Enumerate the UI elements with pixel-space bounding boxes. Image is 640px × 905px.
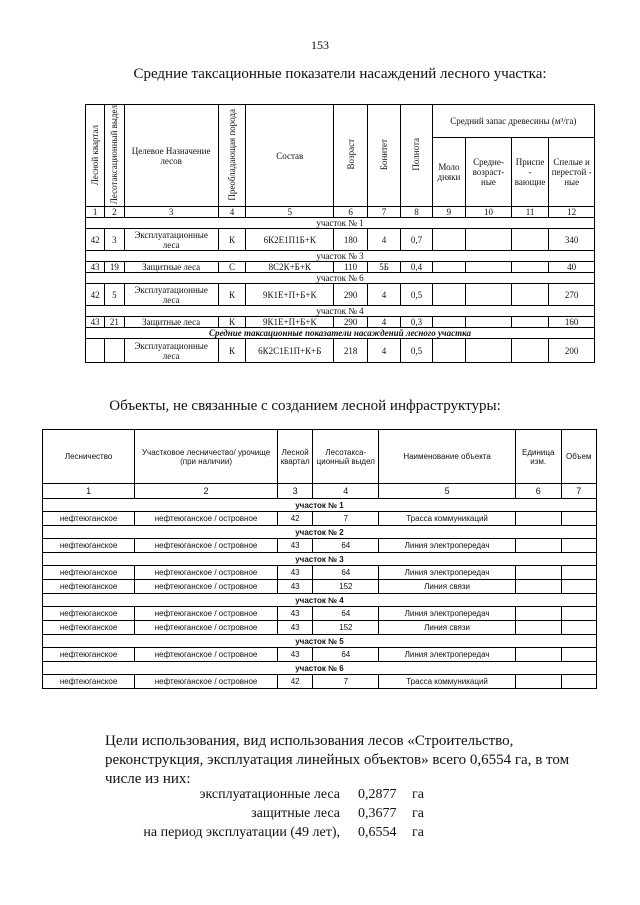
table-cell [515, 580, 561, 594]
table-cell: нефтеюганское / островное [135, 607, 278, 621]
table-cell: Линия связи [379, 621, 516, 635]
table-cell [515, 607, 561, 621]
area-label: защитные леса [251, 806, 340, 821]
table-cell [515, 539, 561, 553]
table-cell: 43 [277, 580, 312, 594]
table-row [86, 284, 595, 306]
table-cell [105, 339, 124, 363]
section-row [43, 594, 597, 607]
column-number: 4 [218, 207, 245, 218]
table-cell [515, 675, 561, 689]
table-cell [432, 284, 465, 306]
table-cell: 42 [86, 284, 105, 306]
summary-title-row [86, 328, 595, 339]
table-cell: 43 [277, 566, 312, 580]
summary-row [86, 339, 595, 363]
table-cell [466, 284, 512, 306]
table-cell: 5 [105, 284, 124, 306]
table-cell: 160 [549, 317, 595, 328]
table-row [43, 607, 597, 621]
col-zapas: Средний запас древесины (м³/га) [432, 105, 594, 138]
column-number: 11 [511, 207, 549, 218]
section-row [86, 218, 595, 229]
section-title: участок № 1 [86, 218, 595, 229]
table-cell [511, 229, 549, 251]
section-title: участок № 3 [43, 553, 597, 566]
table-cell: нефтеюганское / островное [135, 539, 278, 553]
table-cell [432, 262, 465, 273]
table-cell: нефтеюганское [43, 580, 135, 594]
column-number: 4 [313, 484, 379, 499]
table-cell: 4 [367, 229, 400, 251]
column-number: 9 [432, 207, 465, 218]
table-cell: нефтеюганское [43, 512, 135, 526]
table-cell: Эксплуатационные леса [124, 229, 218, 251]
section-row [86, 306, 595, 317]
table-cell: 340 [549, 229, 595, 251]
table-row [43, 539, 597, 553]
column-number: 1 [43, 484, 135, 499]
table-cell: 152 [313, 580, 379, 594]
table-cell [561, 512, 597, 526]
table-cell [466, 339, 512, 363]
section-title: участок № 5 [43, 635, 597, 648]
section-row [43, 662, 597, 675]
col-kvartal: Лесной квартал [86, 105, 105, 207]
table-cell: 290 [334, 317, 367, 328]
table-cell: 42 [277, 675, 312, 689]
table-cell: 0,5 [401, 284, 432, 306]
table-cell: нефтеюганское [43, 566, 135, 580]
col-bonitet: Бонитет [367, 105, 400, 207]
table-cell: Эксплуатационные леса [124, 339, 218, 363]
table-cell [515, 512, 561, 526]
col-kvartal2: Лесной квартал [277, 430, 312, 484]
table-cell [561, 580, 597, 594]
table-row [86, 317, 595, 328]
table-cell: нефтеюганское [43, 539, 135, 553]
area-label: эксплуатационные леса [199, 787, 340, 802]
section-title: участок № 3 [86, 251, 595, 262]
table-cell [511, 317, 549, 328]
table-cell: С [218, 262, 245, 273]
section-title: участок № 6 [43, 662, 597, 675]
table-cell: 9К1Е+П+Б+К [246, 317, 334, 328]
section-title: участок № 4 [43, 594, 597, 607]
table-cell: Трасса коммуникаций [379, 675, 516, 689]
table-cell [561, 607, 597, 621]
table-cell: нефтеюганское / островное [135, 621, 278, 635]
page-number: 153 [311, 38, 329, 52]
table-cell: 5Б [367, 262, 400, 273]
table-cell: Линия электропередач [379, 648, 516, 662]
area-value: 0,3677 [358, 806, 397, 821]
table-row [86, 262, 595, 273]
table-cell [515, 648, 561, 662]
table-cell [432, 229, 465, 251]
column-number: 1 [86, 207, 105, 218]
column-numbers-row [86, 207, 595, 218]
table-row [43, 648, 597, 662]
table-cell: нефтеюганское [43, 607, 135, 621]
footer-paragraph: Цели использования, вид использования лесов «Строительство, реконструкция, эксплуатация линейных объектов» всего 0,6554 га, в том числе из них: [105, 733, 570, 787]
table-cell [466, 317, 512, 328]
table-cell: 64 [313, 566, 379, 580]
table-cell [432, 339, 465, 363]
table2-heading: Объекты, не связанные с созданием лесной инфраструктуры: [109, 398, 501, 414]
table-cell [515, 566, 561, 580]
table-cell: 6К2С1Е1П+К+Б [246, 339, 334, 363]
table-cell: 4 [367, 339, 400, 363]
col-lesnichestvo: Лесничество [43, 430, 135, 484]
col-object-name: Наименование объекта [379, 430, 516, 484]
table-cell: 7 [313, 512, 379, 526]
table-cell: 4 [367, 317, 400, 328]
col-polnota: Полнота [401, 105, 432, 207]
col-uchastkovoe: Участковое лесничество/ урочище (при наличии) [135, 430, 278, 484]
table-cell [511, 339, 549, 363]
area-value: 0,6554 [358, 825, 397, 840]
table-cell: 64 [313, 539, 379, 553]
table-cell: нефтеюганское / островное [135, 566, 278, 580]
col-sostav: Состав [246, 105, 334, 207]
table-cell [466, 229, 512, 251]
table-cell: 43 [277, 648, 312, 662]
table-cell: 43 [277, 621, 312, 635]
table-cell: 270 [549, 284, 595, 306]
column-number: 12 [549, 207, 595, 218]
section-row [43, 635, 597, 648]
section-row [43, 499, 597, 512]
table-cell: 0,3 [401, 317, 432, 328]
table-cell: нефтеюганское [43, 621, 135, 635]
section-row [43, 553, 597, 566]
col-vydel2: Лесотакса- ционный выдел [313, 430, 379, 484]
table-cell: Защитные леса [124, 317, 218, 328]
table-cell: 180 [334, 229, 367, 251]
table-cell [561, 539, 597, 553]
column-number: 3 [277, 484, 312, 499]
table-cell: 40 [549, 262, 595, 273]
table-cell: 110 [334, 262, 367, 273]
table-cell: 200 [549, 339, 595, 363]
table-row [43, 580, 597, 594]
table-cell: нефтеюганское [43, 675, 135, 689]
table-cell: 9К1Е+П+Б+К [246, 284, 334, 306]
table-cell: 8С2К+Б+К [246, 262, 334, 273]
area-unit: га [412, 787, 424, 802]
table-cell [515, 621, 561, 635]
section-title: участок № 2 [43, 526, 597, 539]
table-row [43, 621, 597, 635]
table-cell: 4 [367, 284, 400, 306]
table-cell: 290 [334, 284, 367, 306]
table-cell: К [218, 339, 245, 363]
table-cell [432, 317, 465, 328]
column-number: 2 [135, 484, 278, 499]
objects-table [42, 429, 597, 689]
table-cell: 21 [105, 317, 124, 328]
table-cell: 6К2Е1П1Б+К [246, 229, 334, 251]
table-cell: нефтеюганское / островное [135, 580, 278, 594]
section-row [86, 251, 595, 262]
table-row [86, 229, 595, 251]
col-unit: Единица изм. [515, 430, 561, 484]
table-cell: 0,4 [401, 262, 432, 273]
table-cell: 64 [313, 607, 379, 621]
table-cell: К [218, 317, 245, 328]
table-cell: 43 [277, 539, 312, 553]
table-cell [511, 262, 549, 273]
table-cell: 19 [105, 262, 124, 273]
area-unit: га [412, 806, 424, 821]
section-title: участок № 1 [43, 499, 597, 512]
table-row [43, 512, 597, 526]
table-cell: 43 [86, 262, 105, 273]
taxation-table [85, 104, 595, 363]
section-row [43, 526, 597, 539]
table-cell [561, 648, 597, 662]
column-number: 6 [515, 484, 561, 499]
summary-title: Средние таксационные показатели насаждений лесного участка [86, 328, 595, 339]
table-cell [511, 284, 549, 306]
table-cell: Защитные леса [124, 262, 218, 273]
column-number: 5 [246, 207, 334, 218]
table-cell [561, 621, 597, 635]
table-cell: Линия электропередач [379, 539, 516, 553]
table-row [43, 675, 597, 689]
col-prispe: Приспе - вающие [511, 137, 549, 207]
table-cell: 42 [277, 512, 312, 526]
col-sredne: Средне- возраст- ные [466, 137, 512, 207]
table-cell: Трасса коммуникаций [379, 512, 516, 526]
column-number: 8 [401, 207, 432, 218]
table-cell: 218 [334, 339, 367, 363]
table-cell: Эксплуатационные леса [124, 284, 218, 306]
table-cell: 43 [277, 607, 312, 621]
table-cell: нефтеюганское / островное [135, 675, 278, 689]
table-cell: Линия электропередач [379, 607, 516, 621]
table1-heading: Средние таксационные показатели насаждений лесного участка: [133, 66, 547, 82]
table-cell [466, 262, 512, 273]
column-numbers-row [43, 484, 597, 499]
table-cell: 3 [105, 229, 124, 251]
col-molod: Моло дняки [432, 137, 465, 207]
table-cell [86, 339, 105, 363]
table-cell: нефтеюганское [43, 648, 135, 662]
column-number: 3 [124, 207, 218, 218]
col-naznach: Целевое Назначение лесов [124, 105, 218, 207]
column-number: 5 [379, 484, 516, 499]
table-cell: 64 [313, 648, 379, 662]
table-cell: 0,5 [401, 339, 432, 363]
table-cell: Линия связи [379, 580, 516, 594]
table-cell: 152 [313, 621, 379, 635]
area-value: 0,2877 [358, 787, 397, 802]
col-poroda: Преобладающая порода [218, 105, 245, 207]
column-number: 7 [561, 484, 597, 499]
table-cell: 7 [313, 675, 379, 689]
col-spelye: Спелые и перестой - ные [549, 137, 595, 207]
table-cell: 42 [86, 229, 105, 251]
table-cell: Линия электропередач [379, 566, 516, 580]
section-row [86, 273, 595, 284]
table-cell [561, 675, 597, 689]
section-title: участок № 6 [86, 273, 595, 284]
section-title: участок № 4 [86, 306, 595, 317]
table-cell: нефтеюганское / островное [135, 648, 278, 662]
table-cell: 0,7 [401, 229, 432, 251]
table-cell [561, 566, 597, 580]
table-cell: 43 [86, 317, 105, 328]
table-cell: К [218, 229, 245, 251]
table-cell: нефтеюганское / островное [135, 512, 278, 526]
column-number: 7 [367, 207, 400, 218]
area-label: на период эксплуатации (49 лет), [143, 825, 340, 840]
col-vydel: Лесотаксационный выдел [105, 105, 124, 207]
col-volume: Объем [561, 430, 597, 484]
col-vozrast: Возраст [334, 105, 367, 207]
column-number: 2 [105, 207, 124, 218]
table-row [43, 566, 597, 580]
column-number: 6 [334, 207, 367, 218]
area-unit: га [412, 825, 424, 840]
table-cell: К [218, 284, 245, 306]
column-number: 10 [466, 207, 512, 218]
